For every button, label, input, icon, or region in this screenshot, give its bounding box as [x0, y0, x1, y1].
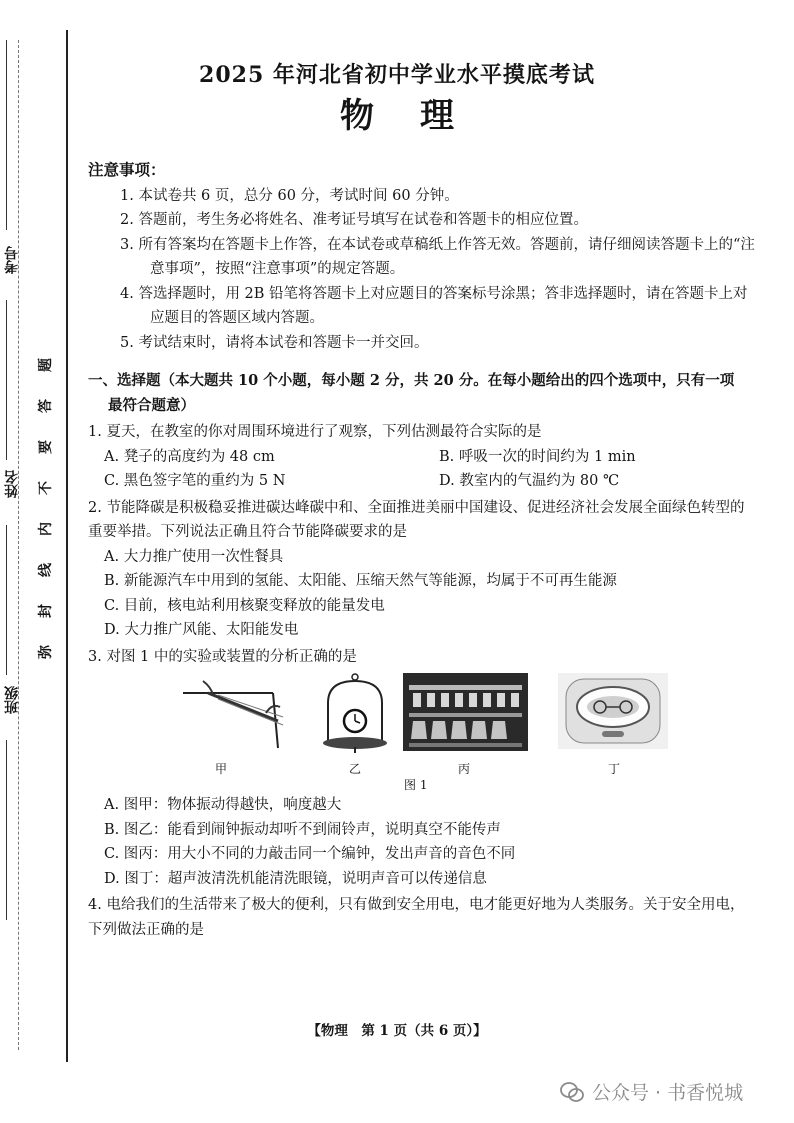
watermark-text: 公众号 · 书香悦城 [592, 1082, 744, 1104]
seal-char: 内 [38, 522, 54, 536]
subject-title: 物理 [340, 96, 500, 136]
option: A. 大力推广使用一次性餐具 [104, 548, 284, 565]
seat-line [6, 740, 7, 920]
page-footer: 【物理 第 1 页（共 6 页）】 [307, 1023, 487, 1039]
notice-item: 4. 答选择题时，用 2B 铅笔将答题卡上对应题目的答案标号涂黑；答非选择题时，请在答题卡上对应题目的答题区域内答题。 [120, 285, 748, 326]
wechat-watermark [560, 1078, 743, 1105]
section-title: 一、选择题（本大题共 10 个小题，每小题 2 分，共 20 分。在每小题给出的四个选项中，只有一项 [88, 372, 735, 389]
option: B. 图乙：能看到闹钟振动却听不到闹铃声，说明真空不能传声 [104, 821, 501, 838]
binding-margin [0, 0, 70, 1060]
bell-jar-clock-image [320, 673, 390, 753]
wechat-icon [560, 1081, 584, 1103]
notice-item: 3. 所有答案均在答题卡上作答，在本试卷或草稿纸上作答无效。答题前，请仔细阅读答题卡上的“注意事项”，按照“注意事项”的规定答题。 [120, 236, 755, 277]
option: B. 新能源汽车中用到的氢能、太阳能、压缩天然气等能源，均属于不可再生能源 [104, 573, 617, 589]
figure-1 [88, 673, 758, 793]
ruler-experiment-image [178, 673, 288, 753]
notice-title: 注意事项： [88, 160, 166, 179]
class-label: 班级 [4, 686, 20, 714]
seal-char: 要 [38, 440, 54, 454]
option: C. 图丙：用大小不同的力敲击同一个编钟，发出声音的音色不同 [104, 846, 516, 862]
seal-char: 弥 [38, 645, 54, 659]
option: C. 目前，核电站利用核聚变释放的能量发电 [104, 597, 385, 614]
notice-item: 5. 考试结束时，请将本试卷和答题卡一并交回。 [120, 334, 429, 351]
question-1-stem: 1. 夏天，在教室的你对周围环境进行了观察，下列估测最符合实际的是 [88, 424, 542, 440]
figure-label: 丁 [608, 762, 621, 776]
name-label: 姓名 [4, 470, 20, 498]
option: C. 黑色签字笔的重约为 5 N [104, 473, 286, 489]
exam-title: 2025 年河北省初中学业水平摸底考试 [199, 62, 595, 88]
figure-label: 乙 [349, 762, 362, 776]
question-1-options [88, 445, 758, 494]
question-4-stem: 4. 电给我们的生活带来了极大的便利，只有做到安全用电，电才能更好地为人类服务。关于安全用电，下列做法正确的是 [88, 897, 745, 938]
figure-label: 甲 [215, 762, 228, 776]
option: D. 大力推广风能、太阳能发电 [104, 622, 299, 638]
question-2-stem: 2. 节能降碳是积极稳妥推进碳达峰碳中和、全面推进美丽中国建设、促进经济社会发展全面绿色转型的重要举措。下列说法正确且符合节能降碳要求的是 [88, 499, 745, 540]
seal-char: 不 [38, 481, 54, 495]
section-title-cont: 最符合题意） [108, 396, 195, 414]
seal-char: 封 [38, 604, 54, 618]
option: A. 图甲：物体振动得越快，响度越大 [104, 797, 342, 813]
section-heading [88, 369, 758, 418]
option: D. 图丁：超声波清洗机能清洗眼镜，说明声音可以传递信息 [104, 870, 487, 887]
question-3-stem: 3. 对图 1 中的实验或装置的分析正确的是 [88, 648, 357, 665]
option: B. 呼吸一次的时间约为 1 min [439, 448, 636, 465]
figure-caption: 图 1 [404, 778, 428, 792]
name-line [6, 300, 7, 460]
figure-label: 丙 [458, 762, 471, 776]
chime-bells-image [403, 673, 528, 751]
seal-char: 题 [38, 358, 54, 372]
seal-notice [38, 355, 52, 662]
option: A. 凳子的高度约为 48 cm [104, 448, 275, 465]
seal-char: 线 [38, 563, 54, 577]
option: D. 教室内的气温约为 80 ℃ [439, 473, 620, 489]
notice-item: 1. 本试卷共 6 页，总分 60 分，考试时间 60 分钟。 [120, 187, 459, 204]
cut-line [18, 40, 19, 1050]
ultrasonic-cleaner-image [558, 673, 668, 749]
seal-char: 答 [38, 399, 54, 413]
notice-item: 2. 答题前，考生务必将姓名、准考证号填写在试卷和答题卡的相应位置。 [120, 212, 588, 228]
exam-no-label: 考号 [4, 246, 20, 274]
class-line [6, 525, 7, 675]
margin-rule [66, 30, 68, 1062]
exam-content [88, 158, 758, 942]
